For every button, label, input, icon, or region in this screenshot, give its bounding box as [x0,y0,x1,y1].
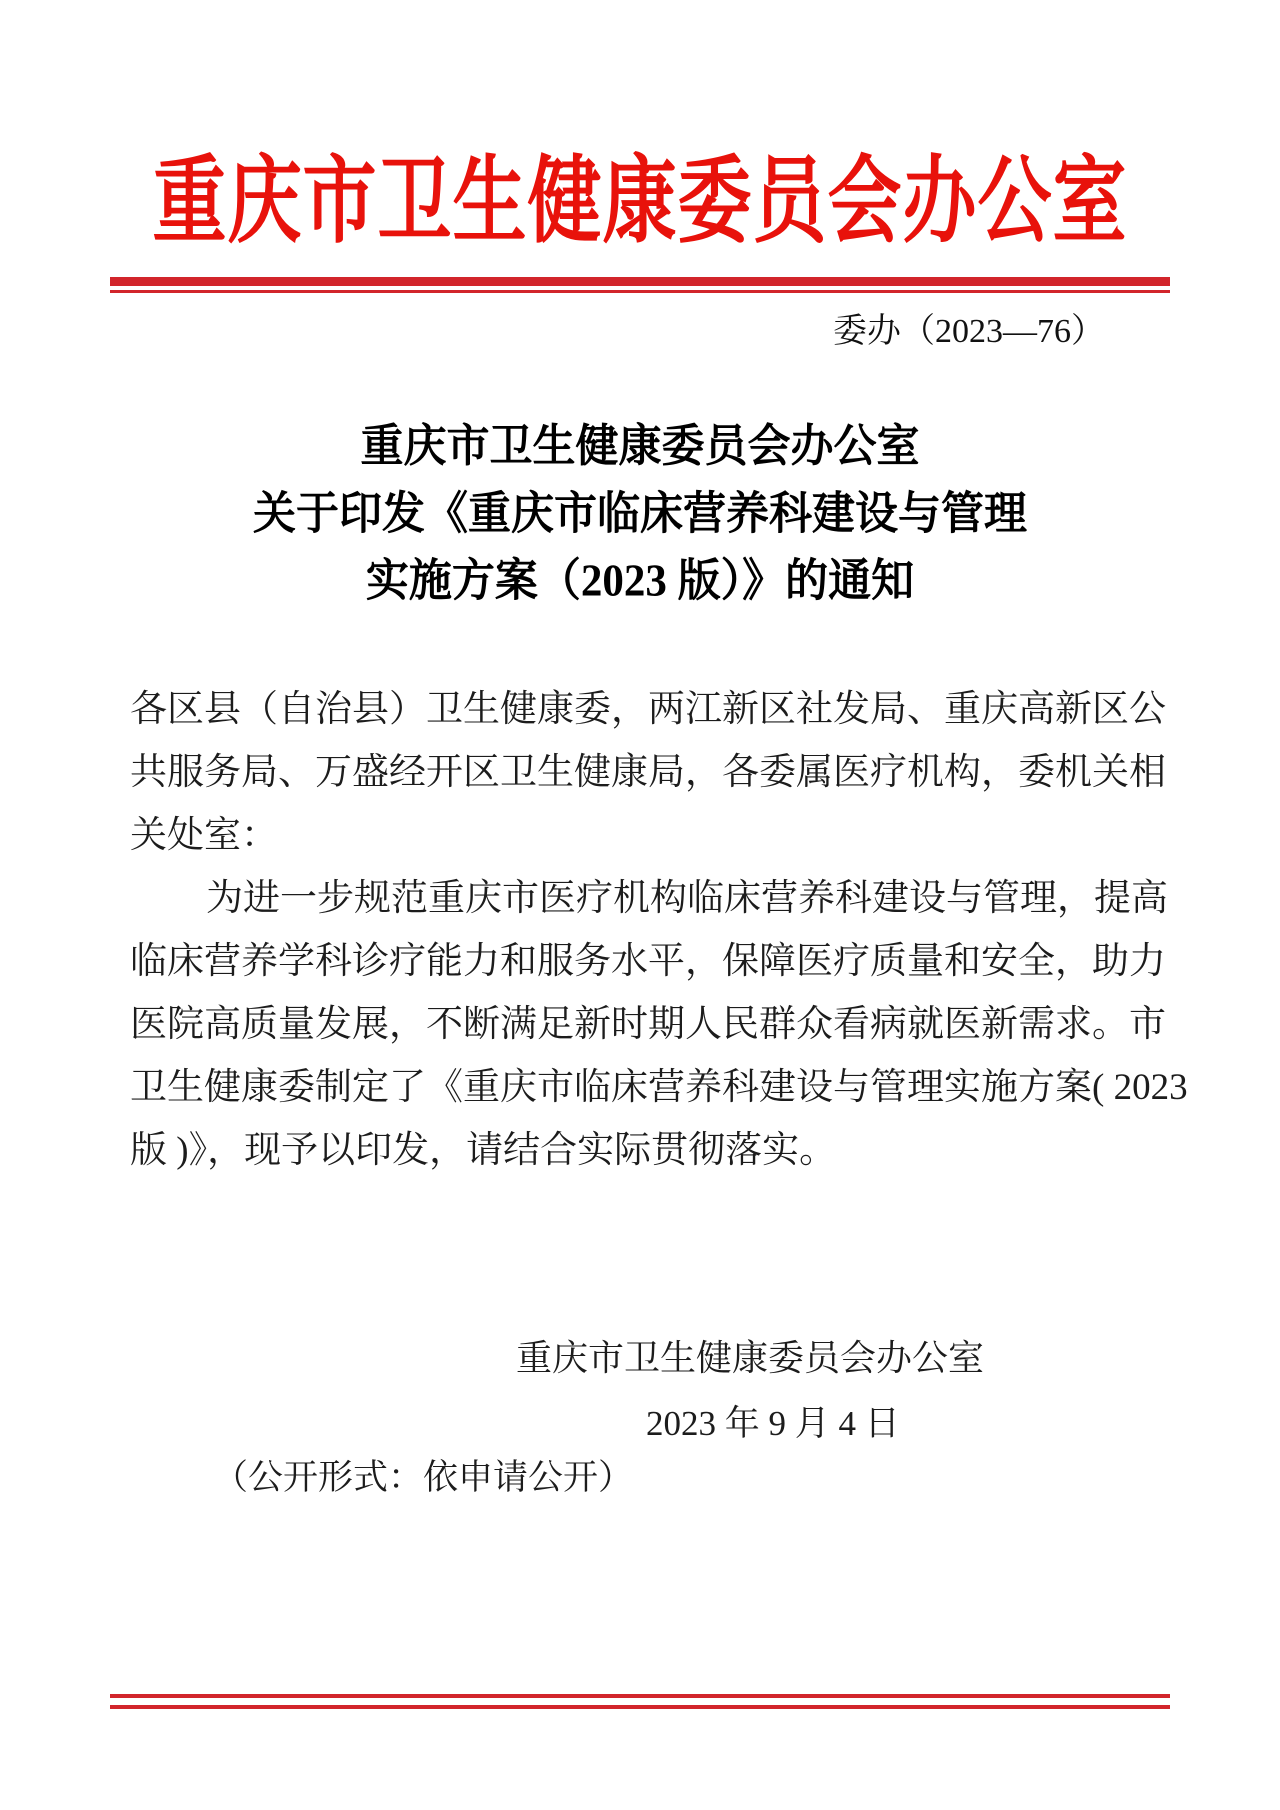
document-title-line-3: 实施方案（2023 版）》的通知 [365,556,915,607]
document-body [130,678,1188,1182]
body-paragraph-line: 卫生健康委制定了《重庆市临床营养科建设与管理实施方案( 2023 [130,1067,1188,1108]
footer-rule-bottom [110,1705,1170,1709]
document-title-line-1: 重庆市卫生健康委员会办公室 [360,422,920,472]
footer-rule-top [110,1694,1170,1698]
body-paragraph-line: 版 )》，现予以印发，请结合实际贯彻落实。 [130,1130,837,1171]
footer-double-rule [110,1694,1170,1709]
letterhead-agency-title: 重庆市卫生健康委员会办公室 [152,150,1128,256]
recipients-line: 共服务局、万盛经开区卫生健康局，各委属医疗机构，委机关相 [130,752,1166,793]
header-rule-thick [110,277,1170,286]
body-paragraph-line: 临床营养学科诊疗能力和服务水平，保障医疗质量和安全，助力 [130,941,1166,982]
signature-agency: 重庆市卫生健康委员会办公室 [515,1338,984,1378]
body-paragraph-line: 医院高质量发展，不断满足新时期人民群众看病就医新需求。市 [130,1004,1166,1045]
recipients-line: 各区县（自治县）卫生健康委，两江新区社发局、重庆高新区公 [130,689,1166,730]
header-double-rule [110,277,1170,293]
header-rule-thin [110,290,1170,293]
signature-date: 2023 年 9 月 4 日 [646,1404,900,1443]
document-number: 委办（2023—76） [833,313,1105,350]
recipients-line: 关处室： [130,815,278,856]
document-title-line-2: 关于印发《重庆市临床营养科建设与管理 [253,489,1027,539]
document-title [0,414,1280,616]
public-disclosure-form: （公开形式：依申请公开） [213,1458,634,1497]
body-paragraph-line: 为进一步规范重庆市医疗机构临床营养科建设与管理，提高 [206,878,1168,919]
